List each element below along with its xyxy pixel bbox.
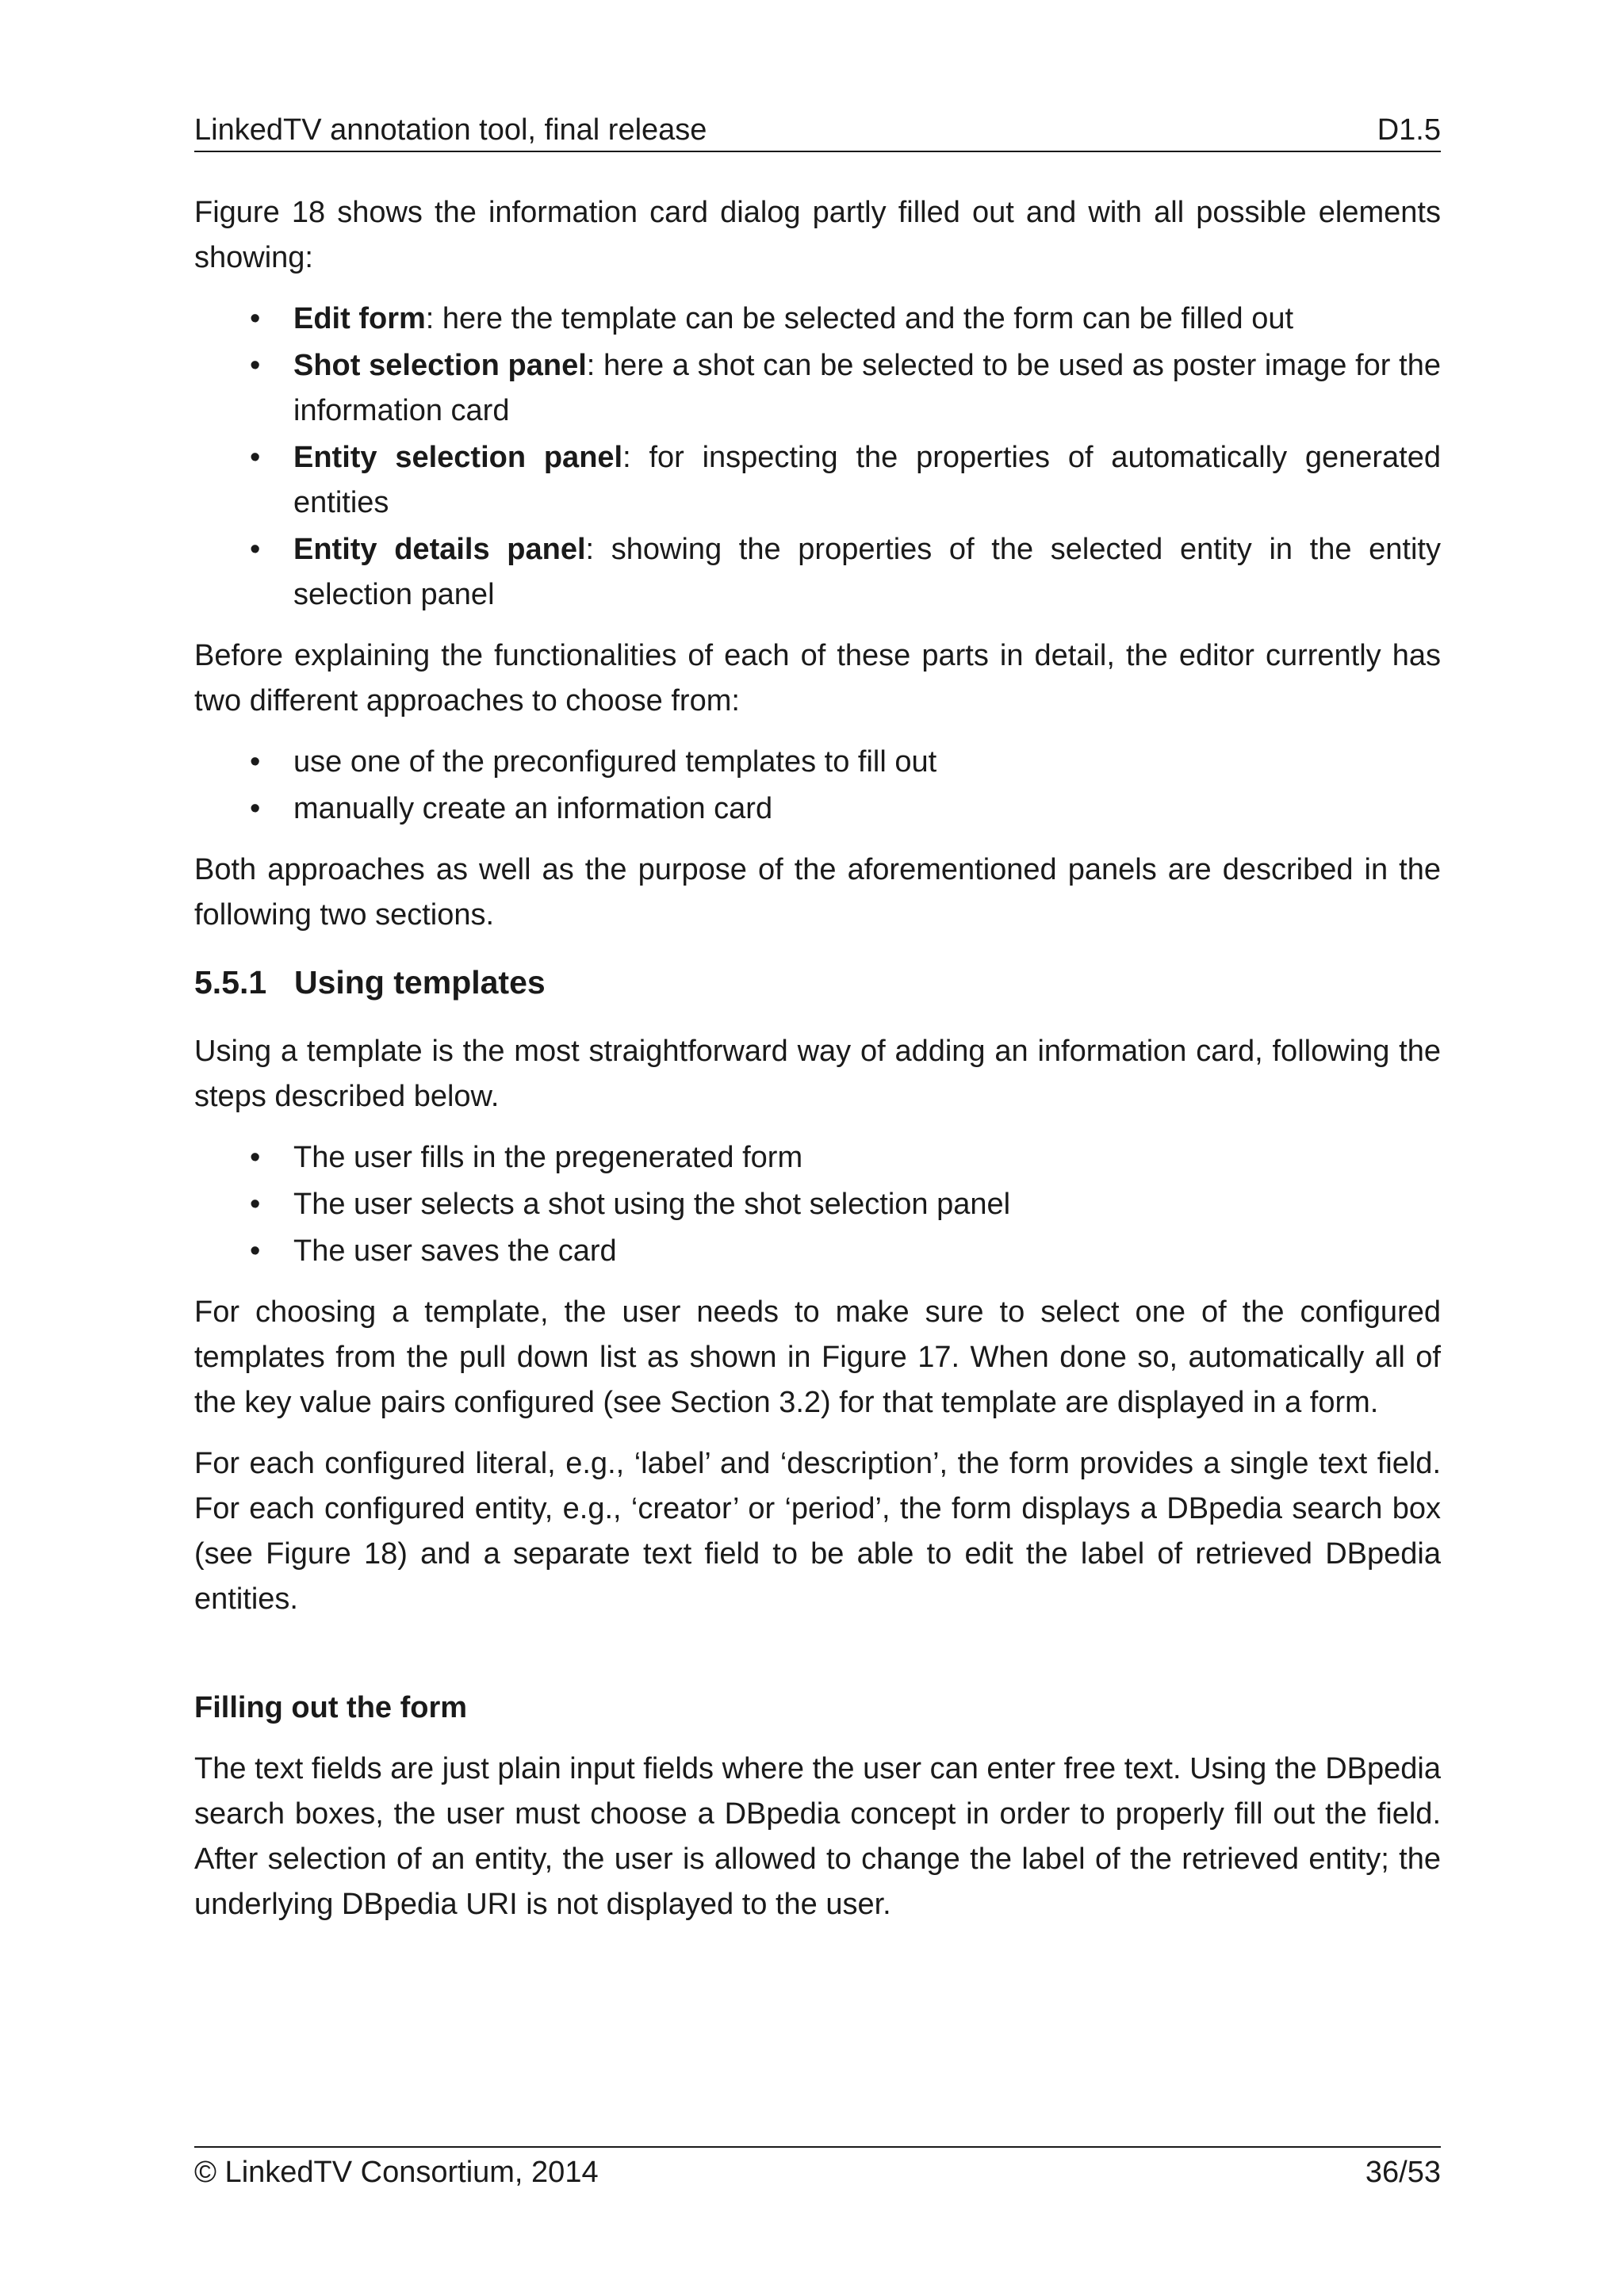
panel-list xyxy=(194,297,1441,618)
running-footer xyxy=(194,2146,1441,2194)
literal-paragraph: For each configured literal, e.g., ‘label’ and ‘description’, the form provides a single text field. For each configured entity, e.g., ‘creator’ or ‘period’, the form displays a DBpedia search box (see Figure 18) and a separate text field to be able to edit the label of retrieved DBpedia entities. xyxy=(194,1447,1441,1616)
bullet-icon: • xyxy=(250,792,261,825)
section-number: 5.5.1 xyxy=(194,964,267,1001)
bullet-icon: • xyxy=(250,745,261,779)
list-item xyxy=(194,740,1441,785)
running-header xyxy=(194,109,1441,152)
header-doc-id: D1.5 xyxy=(1377,113,1441,147)
list-item-text: The user selects a shot using the shot selection panel xyxy=(293,1188,1011,1221)
list-item-text: : here a shot can be selected to be used as poster image for the information card xyxy=(293,349,1441,427)
list-item-term: Entity selection panel xyxy=(293,441,623,474)
footer-page-number: 36/53 xyxy=(1365,2156,1441,2189)
footer-copyright: © LinkedTV Consortium, 2014 xyxy=(194,2156,599,2189)
section-paragraph: Using a template is the most straightforward way of adding an information card, following the steps described below. xyxy=(194,1035,1441,1113)
bullet-icon: • xyxy=(250,1234,261,1268)
approaches-list xyxy=(194,740,1441,832)
list-item-text: use one of the preconfigured templates to fill out xyxy=(293,745,937,779)
list-item xyxy=(194,786,1441,832)
list-item xyxy=(194,527,1441,618)
bullet-icon: • xyxy=(250,441,261,474)
list-item-text: manually create an information card xyxy=(293,792,773,825)
list-item-term: Edit form xyxy=(293,302,426,335)
list-item-text: The user saves the card xyxy=(293,1234,617,1268)
page-body xyxy=(194,190,1441,1943)
list-item xyxy=(194,343,1441,434)
list-item-text: : here the template can be selected and the form can be filled out xyxy=(425,302,1294,335)
section-title: Using templates xyxy=(294,964,546,1001)
list-item-term: Shot selection panel xyxy=(293,349,587,382)
approaches-paragraph: Before explaining the functionalities of each of these parts in detail, the editor currently has two different approaches to choose from: xyxy=(194,639,1441,718)
list-item xyxy=(194,1135,1441,1181)
list-item xyxy=(194,435,1441,526)
approaches-closing: Both approaches as well as the purpose of the aforementioned panels are described in the following two sections. xyxy=(194,853,1441,932)
header-title: LinkedTV annotation tool, final release xyxy=(194,113,707,147)
list-item-text: : for inspecting the properties of automatically generated entities xyxy=(293,441,1442,519)
bullet-icon: • xyxy=(250,1141,261,1174)
list-item-text: : showing the properties of the selected entity in the entity selection panel xyxy=(293,533,1441,611)
list-item-text: The user fills in the pregenerated form xyxy=(293,1141,803,1174)
section-heading xyxy=(194,960,1441,1005)
bullet-icon: • xyxy=(250,302,261,335)
subsection-paragraph: The text fields are just plain input fields where the user can enter free text. Using the DBpedia search boxes, the user must choose a DBpedia concept in order to properly fill out the field. After selection of an entity, the user is allowed to change the label of the retrieved entity; the underlying DBpedia URI is not displayed to the user. xyxy=(194,1752,1441,1921)
subsection-heading: Filling out the form xyxy=(194,1691,468,1724)
intro-paragraph: Figure 18 shows the information card dialog partly filled out and with all possible elements showing: xyxy=(194,196,1441,274)
list-item xyxy=(194,297,1441,342)
template-paragraph: For choosing a template, the user needs to make sure to select one of the configured templates from the pull down list as shown in Figure 17. When done so, automatically all of the key value pairs configured (see Section 3.2) for that template are displayed in a form. xyxy=(194,1295,1441,1419)
bullet-icon: • xyxy=(250,1188,261,1221)
list-item-term: Entity details panel xyxy=(293,533,586,566)
list-item xyxy=(194,1229,1441,1274)
bullet-icon: • xyxy=(250,349,261,382)
list-item xyxy=(194,1182,1441,1227)
steps-list xyxy=(194,1135,1441,1274)
bullet-icon: • xyxy=(250,533,261,566)
